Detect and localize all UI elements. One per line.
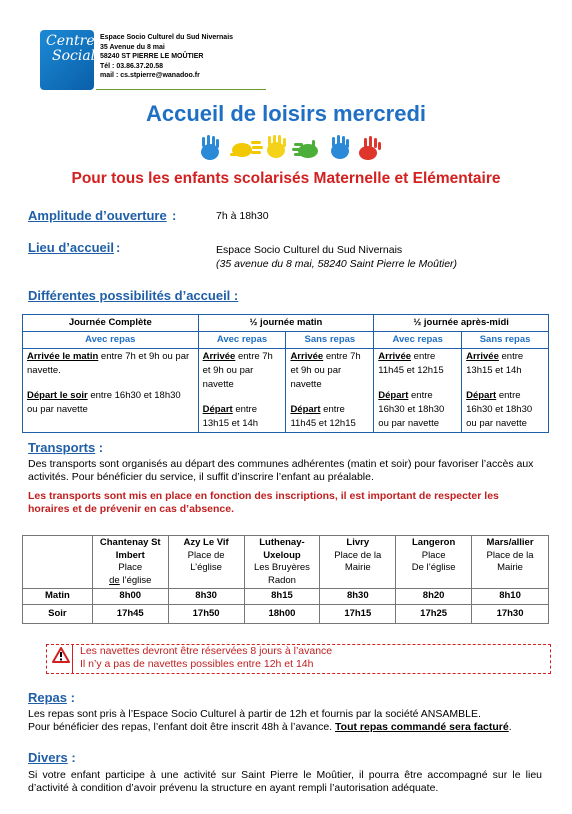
time-cell: 17h50 xyxy=(168,604,244,624)
options-detail-row xyxy=(23,349,549,433)
location-address: (35 avenue du 8 mai, 58240 Saint Pierre le Moûtier) xyxy=(216,258,458,270)
transports-heading: Transports : xyxy=(28,440,104,455)
subheader-cell: Sans repas xyxy=(286,332,374,349)
hand-blue-2 xyxy=(331,135,349,159)
stop-cell: Mars/allier Place de la Mairie xyxy=(472,536,549,589)
subheader-cell: Sans repas xyxy=(462,332,549,349)
options-header-row xyxy=(23,315,549,332)
divers-heading: Divers : xyxy=(28,750,76,765)
notice-line1: Les navettes devront être réservées 8 jours à l’avance xyxy=(80,645,333,657)
row-label-matin: Matin xyxy=(23,589,93,605)
time-cell: 8h10 xyxy=(472,589,549,605)
hand-red xyxy=(359,136,381,160)
repas-line2: Pour bénéficier des repas, l’enfant doit être inscrit 48h à l’avance. Tout repas commandé sera facturé. xyxy=(28,721,512,733)
header-divider xyxy=(96,89,266,90)
stop-town: Azy Le Vif xyxy=(183,537,229,548)
logo-line2: Social xyxy=(52,48,96,64)
hand-yellow-2 xyxy=(267,135,286,158)
time-cell: 17h15 xyxy=(320,604,396,624)
time-cell: 8h15 xyxy=(244,589,320,605)
header-morning: ½ journée matin xyxy=(198,315,374,332)
time-cell: 8h00 xyxy=(92,589,168,605)
empty-corner-cell xyxy=(23,536,93,589)
header-afternoon: ½ journée après-midi xyxy=(374,315,549,332)
time-cell: 18h00 xyxy=(244,604,320,624)
org-city: 58240 ST PIERRE LE MOÛTIER xyxy=(100,53,204,60)
stop-town: Chantenay St Imbert xyxy=(99,537,161,561)
departure-text: Départ entre 16h30 et 18h30 ou par navette xyxy=(466,390,533,429)
hand-blue xyxy=(201,135,219,160)
options-subheader-row xyxy=(23,332,549,349)
subheader-cell: Avec repas xyxy=(198,332,286,349)
divers-text: Si votre enfant participe à une activité sur Saint Pierre le Moûtier, il pourra être accompagné sur le lieu d’activité à condition d’avoir prévenu la structure en ayant rempli l’autorisation adéquate. xyxy=(28,769,542,794)
org-name: Espace Socio Culturel du Sud Nivernais xyxy=(100,34,234,41)
stop-cell: Luthenay-Uxeloup Les Bruyères Radon xyxy=(244,536,320,589)
arrival-text: Arrivée entre 7h et 9h ou par navette xyxy=(290,351,361,390)
option-cell xyxy=(286,349,374,433)
departure-text: Départ entre 16h30 et 18h30 ou par navette xyxy=(378,390,445,429)
hand-green xyxy=(292,140,318,158)
transports-warning: Les transports sont mis en place en fonction des inscriptions, il est important de respecter les horaires et de prévenir en cas d’absence. xyxy=(28,490,499,515)
arrival-text: Arrivée le matin entre 7h et 9h ou par navette. xyxy=(27,351,190,376)
header-full-day: Journée Complète xyxy=(23,315,199,332)
stop-cell: Azy Le Vif Place de L’église xyxy=(168,536,244,589)
subheader-cell: Avec repas xyxy=(374,332,462,349)
time-cell: 8h30 xyxy=(168,589,244,605)
option-cell xyxy=(23,349,199,433)
location-name: Espace Socio Culturel du Sud Nivernais xyxy=(216,244,403,256)
arrival-text: Arrivée entre 13h15 et 14h xyxy=(466,351,524,376)
colored-hands-illustration xyxy=(196,135,382,165)
hours-colon: : xyxy=(172,208,177,223)
transports-text: Des transports sont organisés au départ des communes adhérentes (matin et soir) pour favoriser l’accès aux activités. Pour bénéficier du service, il suffit d’inscrire l’enfant au préalable. xyxy=(28,458,534,483)
stop-town: Livry xyxy=(346,537,370,548)
option-cell xyxy=(462,349,549,433)
time-cell: 17h45 xyxy=(92,604,168,624)
stop-cell: Langeron Place De l’église xyxy=(396,536,472,589)
stop-cell: Livry Place de la Mairie xyxy=(320,536,396,589)
transport-schedule-table xyxy=(22,535,549,624)
stops-row xyxy=(23,536,549,589)
evening-row xyxy=(23,604,549,624)
repas-heading: Repas : xyxy=(28,690,75,705)
time-cell: 17h25 xyxy=(396,604,472,624)
subheader-cell: Avec repas xyxy=(23,332,199,349)
hand-yellow xyxy=(230,141,263,157)
departure-text: Départ entre 13h15 et 14h xyxy=(202,404,259,429)
time-cell: 8h20 xyxy=(396,589,472,605)
page-title: Accueil de loisirs mercredi xyxy=(145,101,427,126)
logo-line1: Centre xyxy=(46,33,95,49)
org-tel: Tél : 03.86.37.20.58 xyxy=(100,62,164,70)
page-subtitle: Pour tous les enfants scolarisés Maternelle et Elémentaire xyxy=(71,170,501,187)
centre-social-logo xyxy=(40,30,94,90)
location-label: Lieu d’accueil xyxy=(28,240,114,255)
notice-text xyxy=(80,645,332,671)
stop-cell: Chantenay St Imbert Place de l’église xyxy=(92,536,168,589)
arrival-text: Arrivée entre 11h45 et 12h15 xyxy=(378,351,444,376)
stop-town: Mars/allier xyxy=(486,537,534,548)
org-mail: mail : cs.stpierre@wanadoo.fr xyxy=(100,72,200,79)
options-label: Différentes possibilités d’accueil : xyxy=(28,288,239,303)
location-colon: : xyxy=(116,240,121,255)
repas-line1: Les repas sont pris à l’Espace Socio Culturel à partir de 12h et fournis par la société ANSAMBLE. xyxy=(28,708,481,720)
morning-row xyxy=(23,589,549,605)
departure-text: Départ entre 11h45 et 12h15 xyxy=(290,404,356,429)
stop-town: Langeron xyxy=(411,537,456,548)
time-cell: 17h30 xyxy=(472,604,549,624)
notice-line2: Il n’y a pas de navettes possibles entre 12h et 14h xyxy=(80,658,314,670)
repas-text xyxy=(28,708,548,734)
organization-info xyxy=(100,33,233,81)
org-address: 35 Avenue du 8 mai xyxy=(100,43,165,51)
options-table xyxy=(22,314,549,433)
option-cell xyxy=(374,349,462,433)
row-label-soir: Soir xyxy=(23,604,93,624)
warning-triangle-icon xyxy=(52,647,70,663)
hours-value: 7h à 18h30 xyxy=(216,210,269,222)
option-cell xyxy=(198,349,286,433)
hours-label: Amplitude d’ouverture xyxy=(28,208,167,223)
departure-text: Départ le soir entre 16h30 et 18h30 ou par navette xyxy=(27,390,181,415)
time-cell: 8h30 xyxy=(320,589,396,605)
stop-town: Luthenay-Uxeloup xyxy=(259,537,305,561)
arrival-text: Arrivée entre 7h et 9h ou par navette xyxy=(202,351,273,390)
notice-separator xyxy=(72,644,73,674)
